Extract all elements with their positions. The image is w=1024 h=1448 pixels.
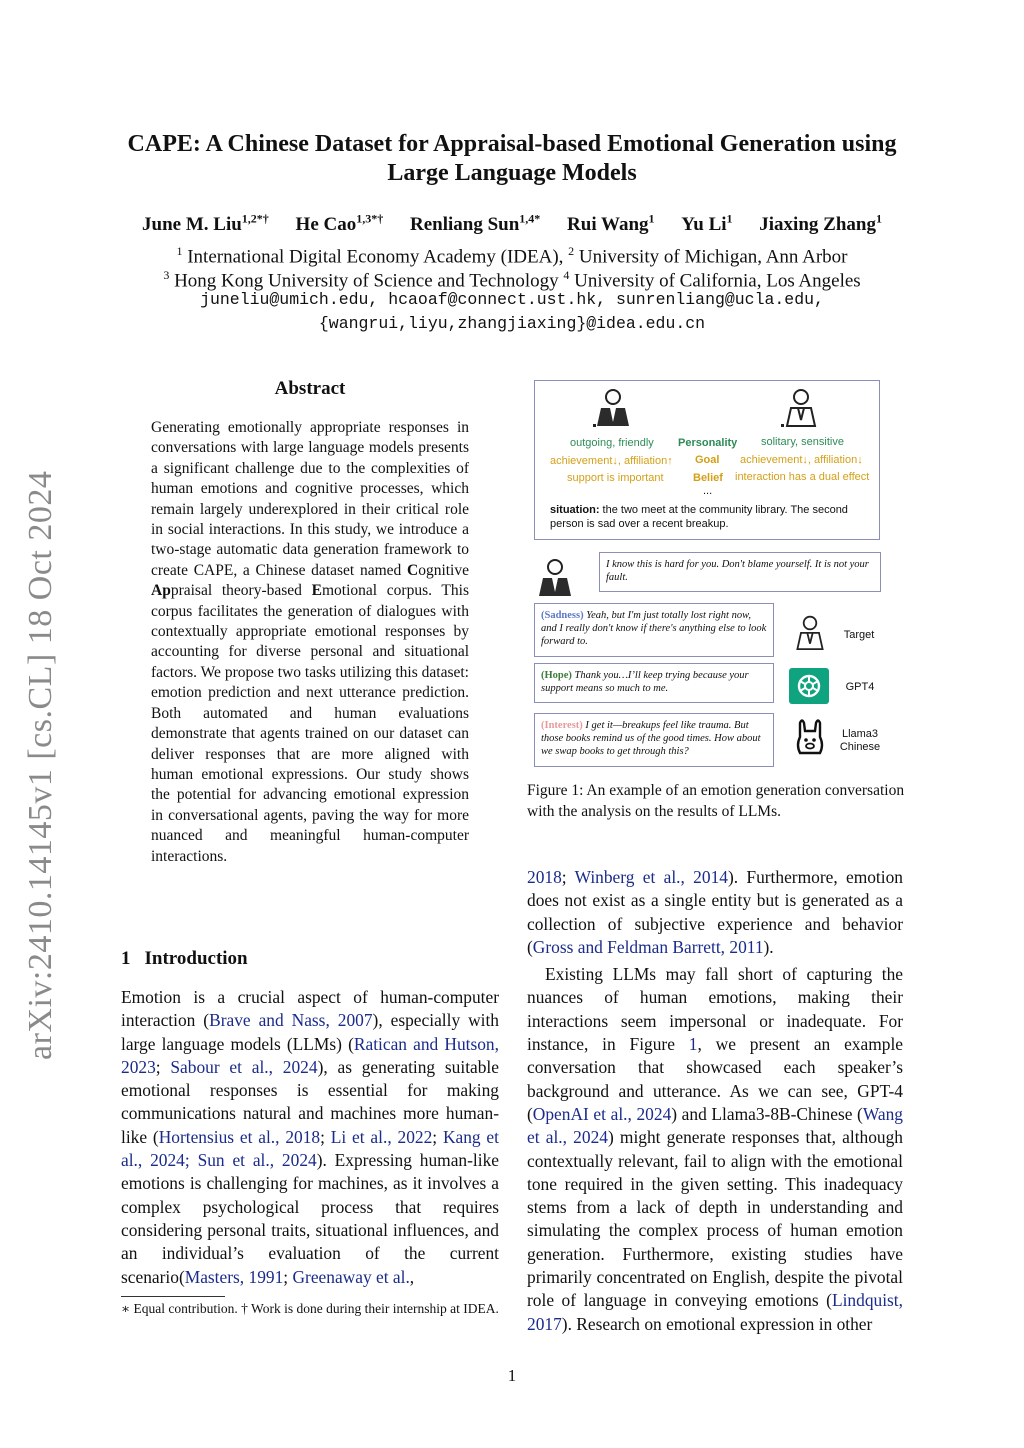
author: Rui Wang$^1$ xyxy=(567,212,655,236)
citation-link[interactable]: 2018 xyxy=(527,867,562,887)
gpt4-response-bubble: (Hope) Thank you…I’ll keep trying because your support means so much to me. xyxy=(534,663,774,703)
figure-1-profile-box xyxy=(534,380,880,540)
figure-caption: Figure 1: An example of an emotion generation conversation with the analysis on the results of LLMs. xyxy=(527,782,905,820)
author: He Cao$^{1,3*\dagger}$ xyxy=(295,212,384,236)
goal-label: Goal xyxy=(695,454,720,466)
ellipsis: ... xyxy=(703,485,713,497)
right-personality: solitary, sensitive xyxy=(761,436,844,448)
right-belief: interaction has a dual effect xyxy=(735,471,870,483)
speaker-icon xyxy=(535,556,575,598)
figure-ref-link[interactable]: 1 xyxy=(688,1034,698,1055)
right-column-text: 2018; Winberg et al., 2014). Furthermore, emotion does not exist as a single entity but is generated as a collection of subjective experience and behavior (Gross and Feldman Barrett, 2011). Existing LLMs may fall short of capturing the nuances of human emotions, making their interactions seem impersonal or inadequate. For instance, in Figure 1, we present an example conversation that showcased each speaker’s background and utterance. As we can see, GPT-4 (OpenAI et al., 2024) and Llama3-8B-Chinese (Wang et al., 2024) might generate responses that, although contextually relevant, fail to align with the emotional tone required in the given setting. This inadequacy stems from a lack of depth in understanding and simulating the complex process of human emotion generation. Furthermore, existing studies have primarily concentrated on English, despite the pivotal role of language in conveying emotions (Lindquist, 2017). Research on emotional expression in other xyxy=(527,867,904,1334)
target-response-bubble: (Sadness) Yeah, but I'm just totally lost right now, and I really don't know if there's anything else to look forward to. xyxy=(534,603,774,657)
llama-logo-icon xyxy=(793,717,827,759)
person-outline-icon xyxy=(781,386,821,428)
author: Renliang Sun$^{1,4*}$ xyxy=(409,212,541,236)
affiliation-line-2: $^3$ Hong Kong University of Science and Technology $^4$ University of California, Los Angeles xyxy=(163,268,861,292)
gpt4-label: GPT4 xyxy=(845,681,875,693)
page-number: 1 xyxy=(507,1366,517,1385)
footnote: ∗ Equal contribution. † Work is done during their internship at IDEA. xyxy=(121,1301,499,1316)
left-personality: outgoing, friendly xyxy=(570,437,654,449)
citation-link[interactable]: Sabour et al., 2024 xyxy=(170,1056,318,1077)
emails-line-2[interactable]: {wangrui,liyu,zhangjiaxing}@idea.edu.cn xyxy=(318,314,706,333)
left-belief: support is important xyxy=(567,472,664,484)
citation-link[interactable]: Hortensius et al., 2018 xyxy=(158,1126,321,1147)
llama-label: Llama3 Chinese xyxy=(839,728,881,753)
citation-link[interactable]: Ratican and Hutson, 2023 xyxy=(121,1033,499,1077)
citation-link[interactable]: Gross and Feldman Barrett, 2011 xyxy=(532,936,764,957)
personality-label: Personality xyxy=(678,437,738,449)
left-goal: achievement↓, affiliation↑ xyxy=(550,455,673,467)
citation-link[interactable]: Li et al., 2022 xyxy=(330,1126,433,1147)
belief-label: Belief xyxy=(693,472,723,484)
citation-link[interactable]: Greenaway et al. xyxy=(292,1266,410,1287)
affiliation-line-1: $^1$ International Digital Economy Academy (IDEA), $^2$ University of Michigan, Ann Arbor xyxy=(176,244,848,268)
citation-link[interactable]: Brave and Nass, 2007 xyxy=(209,1010,373,1031)
citation-link[interactable]: Winberg et al., 2014 xyxy=(574,867,728,887)
abstract-text: Generating emotionally appropriate responses in conversations with large language models presents a significant challenge due to the complexities of human emotions and cognitive processes, which remain largely underexplored in their critical role in social interactions. In this study, we introduce a two-stage automatic data generation framework to create CAPE, a Chinese dataset named Cognitive Appraisal theory-based Emotional corpus. This corpus facilitates the generation of dialogues with contextually appropriate emotional responses by accounting for diverse personal and situational factors. We propose two tasks utilizing this dataset: emotion prediction and next utterance prediction. Both automated and human evaluations demonstrate that agents trained on our dataset can deliver responses that are more aligned with human emotional expressions. Our study shows the potential for advancing emotional expression in conversational agents, paving the way for more nuanced and meaningful human-computer interactions. xyxy=(151,419,469,865)
citation-link[interactable]: Masters, 1991 xyxy=(184,1266,284,1287)
citation-link[interactable]: Sun et al., 2024 xyxy=(197,1150,317,1171)
title-line-2: Large Language Models xyxy=(387,160,637,186)
citation-link[interactable]: Kang et al., 2024; xyxy=(121,1126,499,1171)
author: Jiaxing Zhang$^1$ xyxy=(759,212,882,236)
emails-line-1[interactable]: juneliu@umich.edu, hcaoaf@connect.ust.hk, sunrenliang@ucla.edu, xyxy=(200,290,824,309)
paper-title xyxy=(0,130,1024,188)
arxiv-stamp: arXiv:2410.14145v1 [cs.CL] 18 Oct 2024 xyxy=(22,470,59,1060)
citation-link[interactable]: OpenAI et al., 2024 xyxy=(532,1103,672,1124)
title-line-1: CAPE: A Chinese Dataset for Appraisal-based Emotional Generation using xyxy=(127,131,897,157)
author: Yu Li$^1$ xyxy=(681,212,733,236)
situation-text: situation: the two meet at the community library. The second person is sad over a recent breakup. xyxy=(550,504,848,530)
llama-response-bubble: (Interest) I get it—breakups feel like trauma. But those books remind us of the good times. How about we swap books to get through this? xyxy=(534,713,774,767)
gpt4-logo-icon xyxy=(789,668,829,704)
author-list xyxy=(0,212,1024,236)
citation-link[interactable]: Wang et al., 2024 xyxy=(527,1103,903,1148)
author: June M. Liu$^{1,2*\dagger}$ xyxy=(142,212,269,236)
right-goal: achievement↓, affiliation↓ xyxy=(740,454,863,466)
target-label: Target xyxy=(843,629,875,641)
intro-paragraph: Emotion is a crucial aspect of human-computer interaction (Brave and Nass, 2007), especially with large language models (LLMs) (Ratican and Hutson, 2023; Sabour et al., 2024), as generating suitable emotional responses is essential for making communications natural and machines more human-like (Hortensius et al., 2018; Li et al., 2022; Kang et al., 2024; Sun et al., 2024). Expressing human-like emotions is challenging for machines, as it involves a complex psychological process that requires considering personal traits, situational influences, and an individual’s evaluation of the current scenario(Masters, 1991; Greenaway et al., xyxy=(121,987,500,1287)
section-heading: 1 Introduction xyxy=(121,948,248,969)
footnote-rule xyxy=(121,1296,225,1297)
person-icon xyxy=(593,386,633,428)
citation-link[interactable]: Lindquist, 2017 xyxy=(527,1290,903,1334)
speaker-utterance-bubble: I know this is hard for you. Don't blame yourself. It is not your fault. xyxy=(599,552,881,592)
target-person-icon xyxy=(792,612,828,652)
abstract-heading: Abstract xyxy=(274,378,346,399)
